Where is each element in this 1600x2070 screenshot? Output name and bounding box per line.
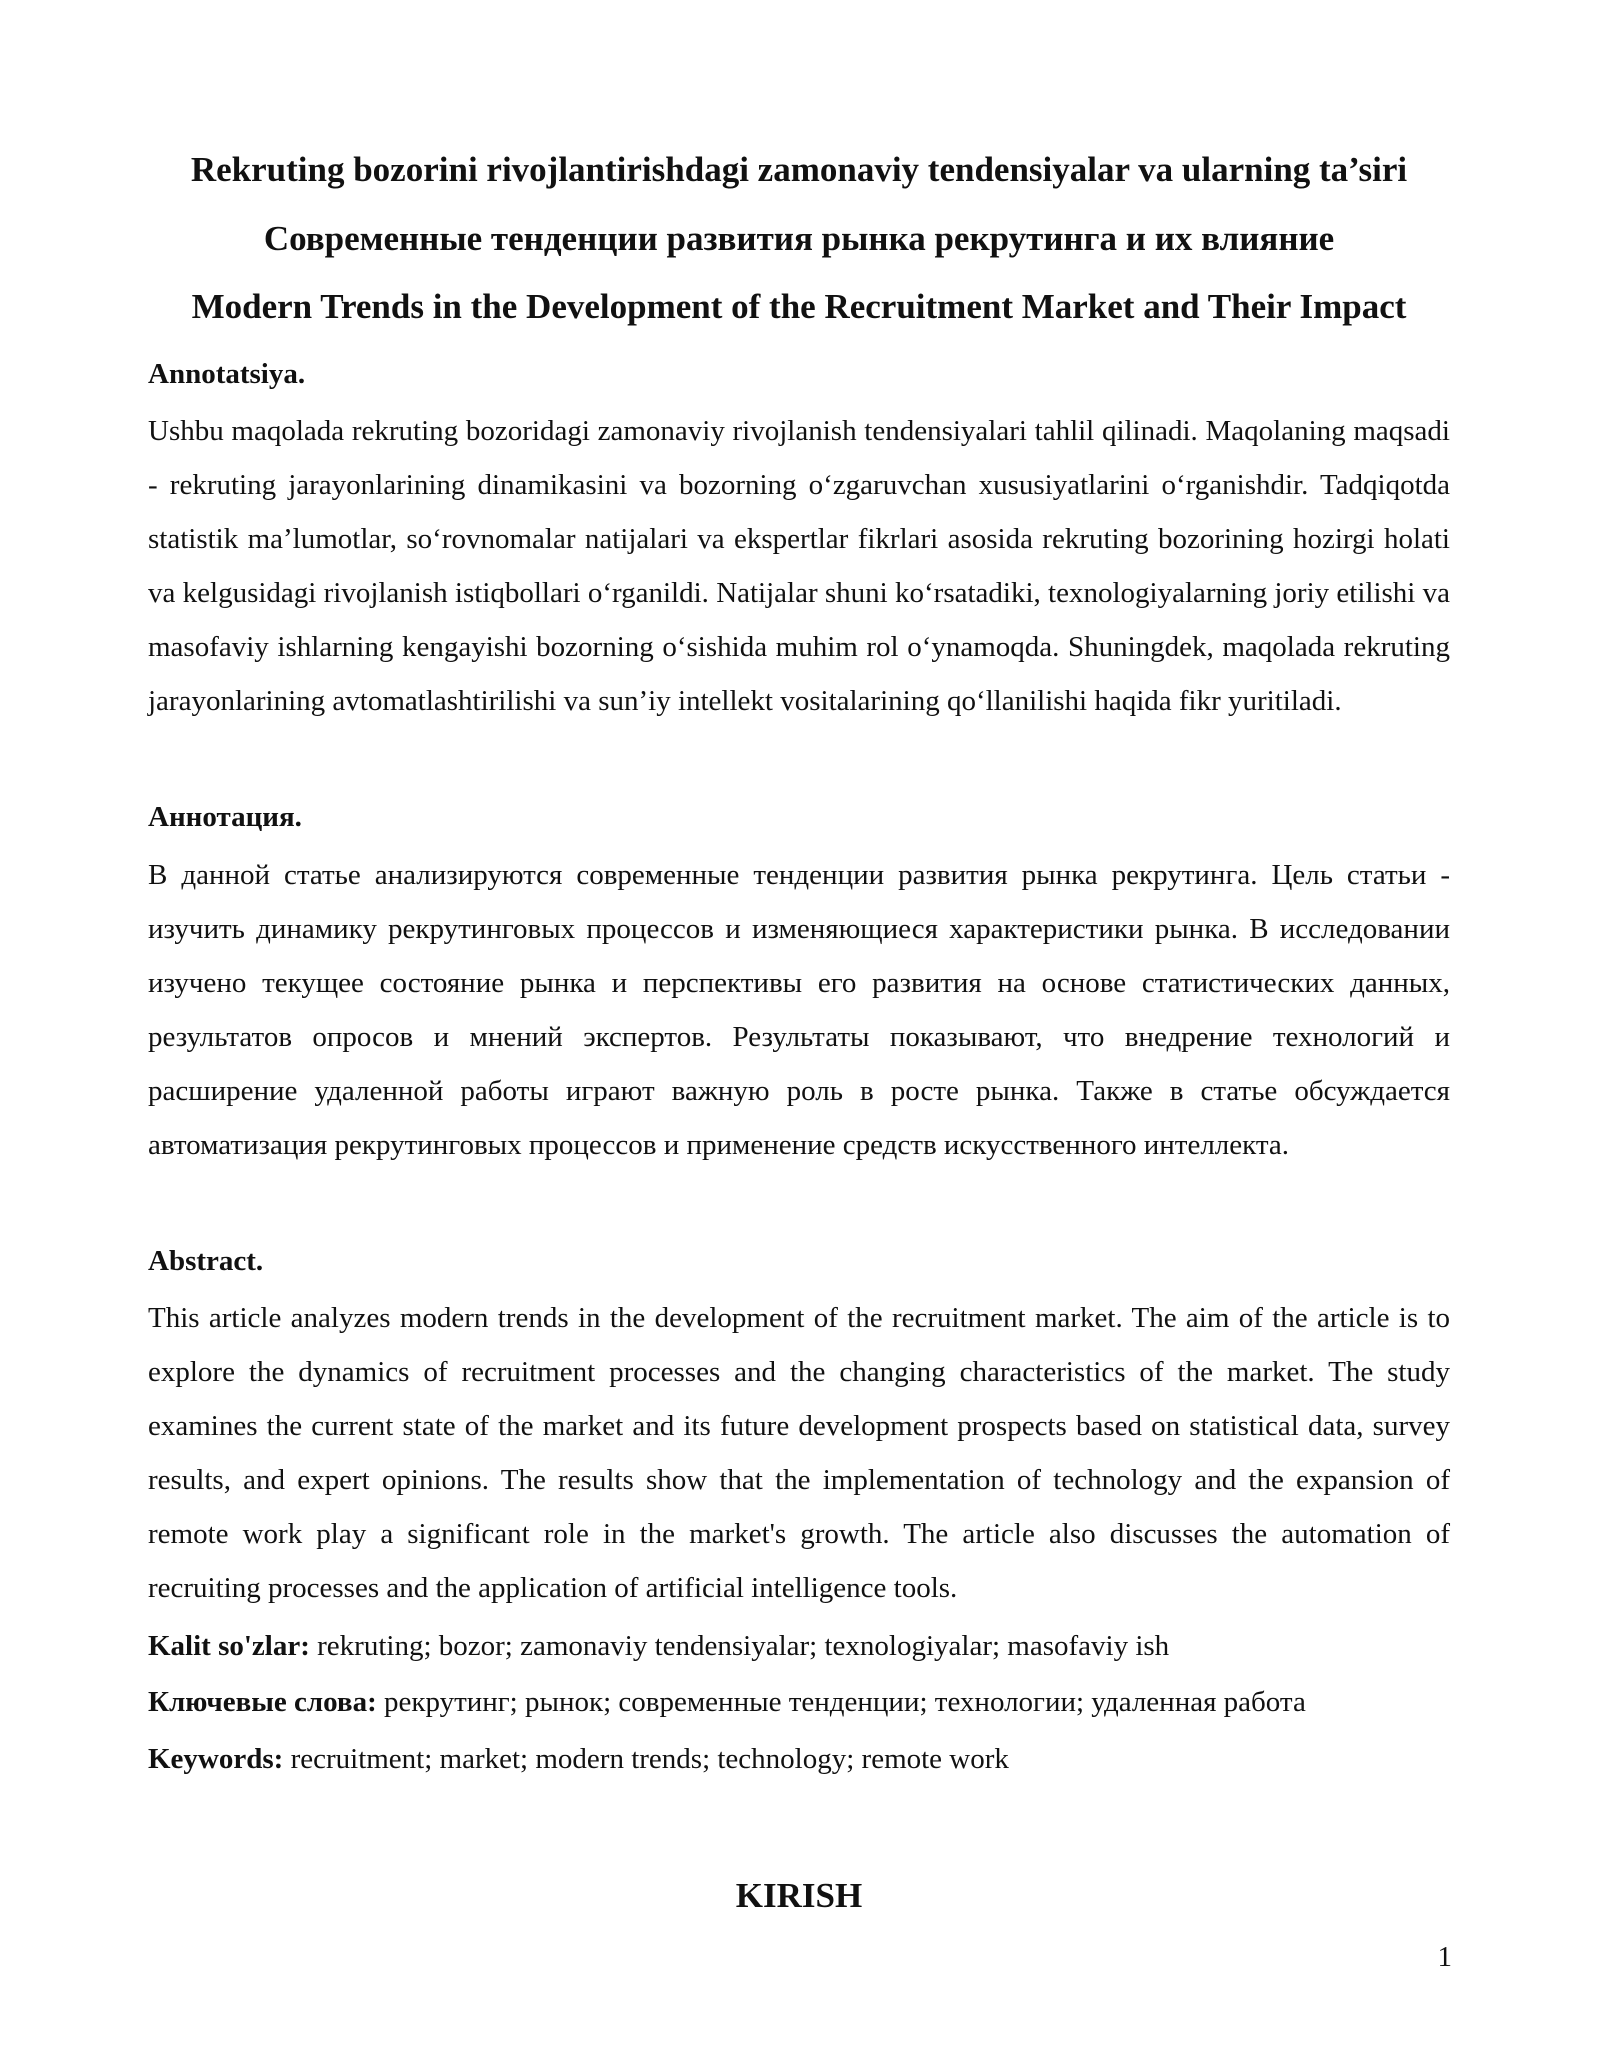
abstract-ru-heading: Аннотация. xyxy=(148,801,302,833)
abstract-uz-heading: Annotatsiya. xyxy=(148,358,306,390)
keywords-uz xyxy=(148,1629,1450,1663)
section-heading-kirish: KIRISH xyxy=(735,1876,863,1915)
keywords-ru xyxy=(148,1685,1450,1719)
abstract-en-text: This article analyzes modern trends in the development of the recruitment market. The aim of the article is to explore the dynamics of recruitment processes and the changing characteristics of the market. The study examines the current state of the market and its future development prospects based on statistical data, survey results, and expert opinions. The results show that the implementation of technology and the expansion of remote work play a significant role in the market's growth. The article also discusses the automation of recruiting processes and the application of artificial intelligence tools. xyxy=(148,1302,1450,1604)
abstract-ru-text: В данной статье анализируются современные тенденции развития рынка рекрутинга. Цель статьи - изучить динамику рекрутинговых процессов и изменяющиеся характеристики рынка. В исследовании изучено текущее состояние рынка и перспективы его развития на основе статистических данных, результатов опросов и мнений экспертов. Результаты показывают, что внедрение технологий и расширение удаленной работы играют важную роль в росте рынка. Также в статье обсуждается автоматизация рекрутинговых процессов и применение средств искусственного интеллекта. xyxy=(148,859,1450,1161)
keywords-uz-label: Kalit so'zlar: xyxy=(148,1630,310,1662)
keywords-en xyxy=(148,1742,1450,1776)
abstract-uz-text: Ushbu maqolada rekruting bozoridagi zamonaviy rivojlanish tendensiyalari tahlil qilinadi. Maqolaning maqsadi - rekruting jarayonlarining dinamikasini va bozorning oʻzgaruvchan xususiyatlarini oʻrganishdir. Tadqiqotda statistik maʼlumotlar, soʻrovnomalar natijalari va ekspertlar fikrlari asosida rekruting bozorining hozirgi holati va kelgusidagi rivojlanish istiqbollari oʻrganildi. Natijalar shuni koʻrsatadiki, texnologiyalarning joriy etilishi va masofaviy ishlarning kengayishi bozorning oʻsishida muhim rol oʻynamoqda. Shuningdek, maqolada rekruting jarayonlarining avtomatlashtirilishi va sunʼiy intellekt vositalarining qoʻllanilishi haqida fikr yuritiladi. xyxy=(148,415,1450,717)
page-number: 1 xyxy=(1437,1941,1452,1973)
keywords-uz-list: rekruting; bozor; zamonaviy tendensiyalar; texnologiyalar; masofaviy ish xyxy=(309,1630,1170,1662)
title-uzbek: Rekruting bozorini rivojlantirishdagi zamonaviy tendensiyalar va ularning ta’siri xyxy=(190,150,1408,189)
title-english: Modern Trends in the Development of the Recruitment Market and Their Impact xyxy=(191,287,1407,326)
keywords-en-label: Keywords: xyxy=(148,1743,284,1775)
keywords-en-list: recruitment; market; modern trends; technology; remote work xyxy=(283,1743,1009,1775)
keywords-ru-list: рекрутинг; рынок; современные тенденции; технологии; удаленная работа xyxy=(376,1686,1306,1718)
keywords-ru-label: Ключевые слова: xyxy=(148,1686,377,1718)
abstract-en-heading: Abstract. xyxy=(148,1245,264,1277)
title-russian: Современные тенденции развития рынка рекрутинга и их влияние xyxy=(263,219,1335,258)
